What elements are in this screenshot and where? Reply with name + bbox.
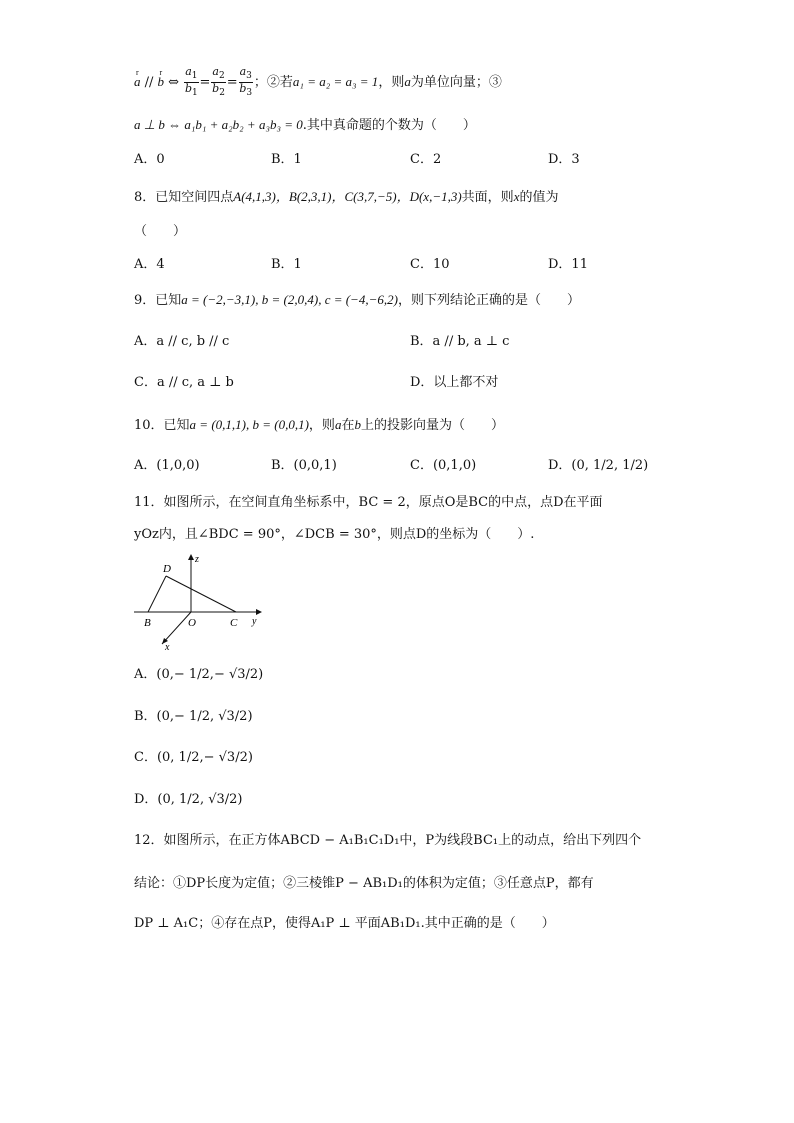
q9-option-a[interactable]: A．a // c, b // c [134,334,230,349]
q7-part2: ；②若 [253,75,293,90]
q9-stem [134,291,580,310]
vector-a: r a [134,73,141,91]
q8-option-c[interactable]: C．10 [410,257,450,272]
q10-b: b [354,417,361,432]
q11-line2: yOz内，且∠BDC = 90°，∠DCB = 30°，则点D的坐标为（ ）. [134,527,535,542]
q8-option-b[interactable]: B．1 [271,257,302,272]
q7-option-c[interactable]: C．2 [410,152,442,167]
q7-line2 [134,116,476,135]
q8-option-d[interactable]: D．11 [548,257,588,272]
label-c: C [230,617,238,629]
label-d: D [163,563,171,575]
q7-cond2: a ⊥ b ⇔ a₁b₁ + a₂b₂ + a₃b₃ = 0 [134,117,303,132]
q12-line1: 12．如图所示，在正方体ABCD − A₁B₁C₁D₁中，P为线段BC₁上的动点，给出下列四个 [134,833,642,848]
q10-suffix: 上的投影向量为（ ） [360,418,504,433]
q10-vectors: a = (0,1,1), b = (0,0,1) [189,417,309,432]
q12-line3: DP ⊥ A₁C；④存在点P，使得A₁P ⊥ 平面AB₁D₁.其中正确的是（ ） [134,916,555,931]
q8-prefix: 8．已知空间四点 [134,190,234,205]
q7-part4: 为单位向量；③ [410,75,502,90]
q7-line1: r a // r b ⇔ $\frac{a_1}{b_1}$ = $\frac{a_2}{b_2}$ = $\frac{a_3}{b_3}$ ；②若a₁ = a₂ = a₃ = 1，则a为单位向量；③ [134,66,502,99]
q7-option-b[interactable]: B．1 [271,152,302,167]
q11-line1: 11．如图所示，在空间直角坐标系中，BC = 2，原点O是BC的中点，点D在平面 [134,495,603,510]
q8-stem [134,188,558,207]
q8-option-a[interactable]: A．4 [134,257,165,272]
q7-text2: .其中真命题的个数为（ ） [302,118,476,133]
q10-prefix: 10．已知 [134,418,190,433]
q11-coordinate-figure [128,552,268,652]
q7-part3: ，则 [378,75,405,90]
q10-option-b[interactable]: B．(0,0,1) [271,458,337,473]
q9-option-d[interactable]: D．以上都不对 [410,375,499,390]
q9-suffix: ，则下列结论正确的是（ ） [397,293,580,308]
q10-a: a [334,417,342,432]
q8-suffix: 共面，则 [461,190,514,205]
label-x: x [165,642,170,652]
q8-var: x [513,189,520,204]
q7-option-a[interactable]: A．0 [134,152,165,167]
q9-prefix: 9．已知 [134,293,182,308]
q10-mid: ，则 [308,418,335,433]
q10-option-c[interactable]: C．(0,1,0) [410,458,477,473]
q10-option-a[interactable]: A．(1,0,0) [134,458,200,473]
q9-option-c[interactable]: C．a // c, a ⊥ b [134,375,234,390]
q8-end: 的值为 [519,190,559,205]
q10-stem [134,416,504,435]
label-o: O [188,617,196,629]
q12-line2: 结论：①DP长度为定值；②三棱锥P − AB₁D₁的体积为定值；③任意点P，都有 [134,876,594,891]
label-b: B [144,617,151,629]
q9-vectors: a = (−2,−3,1), b = (2,0,4), c = (−4,−6,2) [181,292,398,307]
q11-option-a[interactable]: A．(0,− 1/2,− √3/2) [134,667,264,682]
vector-b: r b [158,73,165,91]
q9-option-b[interactable]: B．a // b, a ⊥ c [410,334,510,349]
fraction: $\frac{a_2}{b_2}$ [212,65,225,98]
q8-points: A(4,1,3)，B(2,3,1)，C(3,7,−5)，D(x,−1,3) [233,189,462,204]
q7-eq: a₁ = a₂ = a₃ = 1 [292,74,379,89]
q10-option-d[interactable]: D．(0, 1/2, 1/2) [548,458,649,473]
label-z: z [195,554,199,565]
q8-paren: （ ） [134,224,187,239]
fraction: $\frac{a_1}{b_1}$ [184,65,198,98]
q11-option-b[interactable]: B．(0,− 1/2, √3/2) [134,709,253,724]
q7-option-d[interactable]: D．3 [548,152,580,167]
q10-in: 在 [341,418,355,433]
q11-option-c[interactable]: C．(0, 1/2,− √3/2) [134,750,253,765]
label-y: y [252,616,257,627]
q11-option-d[interactable]: D．(0, 1/2, √3/2) [134,792,243,807]
fraction: $\frac{a_3}{b_3}$ [239,65,253,98]
